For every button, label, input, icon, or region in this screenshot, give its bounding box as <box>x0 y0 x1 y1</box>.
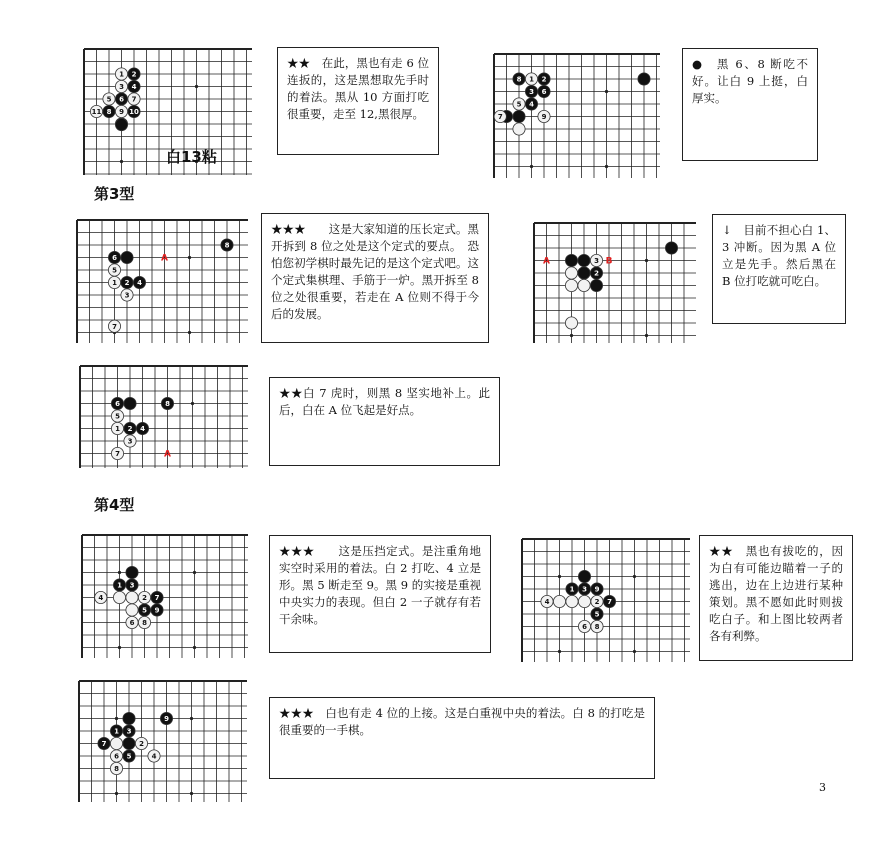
stone-number: 4 <box>151 752 157 761</box>
commentary-box-1: ★★ 在此，黑也有走 6 位连扳的，这是黑想取先手时的着法。黑从 10 方面打吃很重要，走至 12,黑很厚。 <box>277 47 439 155</box>
stone-number: 5 <box>115 412 120 421</box>
stone-number: 3 <box>594 257 599 265</box>
stone-number: 8 <box>165 400 170 408</box>
black-stone <box>110 725 122 737</box>
white-stone <box>513 123 525 135</box>
white-stone <box>553 595 565 607</box>
black-stone <box>123 750 135 762</box>
black-stone <box>128 68 140 80</box>
go-diagram-8 <box>75 676 247 802</box>
go-diagram-7 <box>518 534 690 662</box>
stone-number: 2 <box>142 594 147 602</box>
black-stone <box>138 604 150 616</box>
stone-number: 1 <box>112 279 117 287</box>
white-stone <box>138 591 150 603</box>
stone-number: 3 <box>582 585 587 594</box>
go-diagram-6 <box>78 530 248 658</box>
white-stone <box>90 105 102 117</box>
white-stone <box>513 98 525 110</box>
white-stone <box>565 267 577 279</box>
black-stone <box>115 119 127 131</box>
stone-number: 4 <box>98 594 104 602</box>
black-stone <box>665 242 677 254</box>
black-stone <box>128 105 140 117</box>
black-stone <box>513 73 525 85</box>
stone-number: 7 <box>112 322 117 331</box>
stone-number: 3 <box>119 83 124 91</box>
go-diagram-2 <box>490 48 660 178</box>
white-stone <box>110 750 122 762</box>
white-stone <box>494 110 506 122</box>
stone-number: 9 <box>154 606 160 615</box>
white-stone <box>115 105 127 117</box>
stone-number: 8 <box>224 241 230 250</box>
commentary-box-2: ● 黑 6、8 断吃不好。让白 9 上挺，白厚实。 <box>682 48 818 161</box>
white-stone <box>591 595 603 607</box>
white-stone <box>111 422 123 434</box>
black-stone <box>160 712 172 724</box>
black-stone <box>136 422 148 434</box>
black-stone <box>151 604 163 616</box>
stone-number: 1 <box>529 75 534 84</box>
commentary-box-7: ★★ 黑也有拔吃的，因为白有可能边瞄着一子的逃出，边在上边进行某种策划。黑不愿如此时则拔吃白子。和上图比较两者各有利弊。 <box>699 535 853 661</box>
stone-number: 8 <box>106 108 112 116</box>
point-marker: A <box>161 253 168 264</box>
stone-number: 2 <box>131 70 137 79</box>
page-number: 3 <box>819 781 826 794</box>
stone-number: 1 <box>117 581 122 590</box>
stone-number: 5 <box>112 266 117 275</box>
stone-number: 7 <box>131 95 137 104</box>
white-stone <box>108 276 120 288</box>
black-stone <box>566 583 578 595</box>
black-stone <box>123 725 135 737</box>
stone-number: 8 <box>516 75 522 84</box>
black-stone <box>591 583 603 595</box>
white-stone <box>135 737 147 749</box>
black-stone <box>111 397 123 409</box>
stone-number: 9 <box>164 715 169 723</box>
black-stone <box>124 397 136 409</box>
white-stone <box>591 620 603 632</box>
stone-number: 4 <box>137 279 142 287</box>
white-stone <box>126 616 138 628</box>
black-stone <box>578 583 590 595</box>
white-stone <box>111 410 123 422</box>
white-stone <box>113 591 125 603</box>
black-stone <box>128 80 140 92</box>
black-stone <box>126 579 138 591</box>
stone-number: 7 <box>101 740 107 748</box>
stone-number: 1 <box>115 425 120 433</box>
commentary-box-6: ★★★ 这是压挡定式。是注重角地实空时采用的着法。白 2 打吃、4 立是形。黑 5 断走至 9。黑 9 的实接是重视中央实力的表现。但白 2 一子就存有若干余味。 <box>269 535 491 653</box>
white-stone <box>103 93 115 105</box>
black-stone <box>221 239 233 251</box>
stone-number: 5 <box>516 100 522 109</box>
stone-number: 6 <box>119 95 124 104</box>
point-marker: A <box>164 449 171 460</box>
black-stone <box>151 591 163 603</box>
black-stone <box>538 85 550 97</box>
board-grid <box>77 220 248 343</box>
black-stone <box>578 267 590 279</box>
stone-number: 3 <box>127 437 133 446</box>
black-stone <box>123 712 135 724</box>
black-stone <box>603 595 615 607</box>
white-stone <box>590 254 602 266</box>
black-stone <box>133 276 145 288</box>
stone-number: 7 <box>607 598 612 606</box>
white-stone <box>128 93 140 105</box>
black-stone <box>513 110 525 122</box>
stone-number: 2 <box>541 75 547 84</box>
white-stone <box>538 110 550 122</box>
stone-number: 7 <box>115 450 120 458</box>
point-marker: B <box>605 256 613 267</box>
black-stone <box>126 566 138 578</box>
white-stone <box>541 595 553 607</box>
stone-number: 6 <box>129 619 135 627</box>
black-stone <box>538 73 550 85</box>
board-grid <box>534 223 696 343</box>
stone-number: 8 <box>594 623 600 631</box>
stone-number: 9 <box>119 108 124 116</box>
black-stone <box>161 397 173 409</box>
white-stone <box>108 264 120 276</box>
stone-number: 9 <box>541 113 547 121</box>
commentary-box-5: ★★白 7 虎时，则黑 8 坚实地补上。此后，白在 A 位飞起是好点。 <box>269 377 500 466</box>
go-diagram-5 <box>76 360 248 468</box>
white-stone <box>578 595 590 607</box>
stone-number: 8 <box>114 765 119 773</box>
white-stone <box>148 750 160 762</box>
white-stone <box>95 591 107 603</box>
go-diagram-4 <box>530 218 696 343</box>
white-stone <box>565 317 577 329</box>
white-stone <box>115 80 127 92</box>
white-stone <box>110 737 122 749</box>
stone-number: 11 <box>91 108 102 116</box>
black-stone <box>124 422 136 434</box>
black-stone <box>638 73 650 85</box>
black-stone <box>98 737 110 749</box>
white-stone <box>126 604 138 616</box>
black-stone <box>121 251 133 263</box>
stone-number: 10 <box>129 108 139 116</box>
commentary-box-4: ↓ 目前不担心白 1、3 冲断。因为黑 A 位立是先手。然后黑在 B 位打吃就可吃白。 <box>712 214 846 324</box>
stone-number: 6 <box>582 623 587 631</box>
stone-number: 3 <box>129 581 135 590</box>
go-diagram-3 <box>73 215 248 343</box>
black-stone <box>525 98 537 110</box>
black-stone <box>590 267 602 279</box>
stone-number: 5 <box>106 95 112 104</box>
stone-number: 3 <box>126 727 132 736</box>
stone-number: 4 <box>544 598 550 606</box>
stone-number: 4 <box>529 100 534 109</box>
stone-number: 2 <box>124 279 130 287</box>
stone-number: 6 <box>115 400 120 408</box>
stone-number: 2 <box>139 740 144 748</box>
stone-number: 9 <box>594 585 600 594</box>
white-stone <box>115 68 127 80</box>
black-stone <box>578 254 590 266</box>
stone-number: 6 <box>114 752 119 761</box>
stone-number: 3 <box>529 88 534 96</box>
black-stone <box>115 93 127 105</box>
stone-number: 6 <box>112 254 117 262</box>
black-stone <box>123 737 135 749</box>
stone-number: 7 <box>497 113 503 121</box>
white-stone <box>124 435 136 447</box>
stone-number: 8 <box>142 619 147 627</box>
black-stone <box>121 276 133 288</box>
stone-number: 7 <box>154 594 160 602</box>
white-stone <box>121 289 133 301</box>
white-stone <box>578 620 590 632</box>
stone-number: 5 <box>594 610 600 619</box>
black-stone <box>113 579 125 591</box>
commentary-box-3: ★★★ 这是大家知道的压长定式。黑开拆到 8 位之处是这个定式的要点。 恐怕您初学棋时最先记的是这个定式吧。这个定式集棋理、手筋于一炉。黑开拆至 8 位之处很重要，若走在 A 位则不得于今后的发展。 <box>261 213 489 343</box>
white-stone <box>578 279 590 291</box>
white-stone <box>566 595 578 607</box>
black-stone <box>108 251 120 263</box>
stone-number: 5 <box>142 606 147 615</box>
stone-number: 6 <box>541 88 547 96</box>
white-stone <box>110 762 122 774</box>
white-stone <box>138 616 150 628</box>
diagram-1-caption: 白13粘 <box>166 148 217 166</box>
stone-number: 2 <box>594 598 600 606</box>
black-stone <box>525 85 537 97</box>
black-stone <box>590 279 602 291</box>
stone-number: 1 <box>114 727 119 736</box>
stone-number: 5 <box>126 752 132 761</box>
point-marker: A <box>543 256 550 267</box>
stone-number: 4 <box>140 425 145 433</box>
stone-number: 2 <box>127 425 133 433</box>
black-stone <box>591 608 603 620</box>
stone-number: 3 <box>124 291 130 300</box>
white-stone <box>111 447 123 459</box>
black-stone <box>578 570 590 582</box>
white-stone <box>126 591 138 603</box>
heading-type3: 第3型 <box>94 185 135 203</box>
stone-number: 4 <box>131 83 137 91</box>
white-stone <box>565 279 577 291</box>
white-stone <box>525 73 537 85</box>
heading-type4: 第4型 <box>94 496 135 514</box>
black-stone <box>565 254 577 266</box>
white-stone <box>108 320 120 332</box>
black-stone <box>103 105 115 117</box>
commentary-box-8: ★★★ 白也有走 4 位的上接。这是白重视中央的着法。白 8 的打吃是很重要的一手棋。 <box>269 697 655 779</box>
stone-number: 1 <box>569 585 575 594</box>
stone-number: 1 <box>119 70 124 79</box>
stone-number: 2 <box>594 269 599 278</box>
